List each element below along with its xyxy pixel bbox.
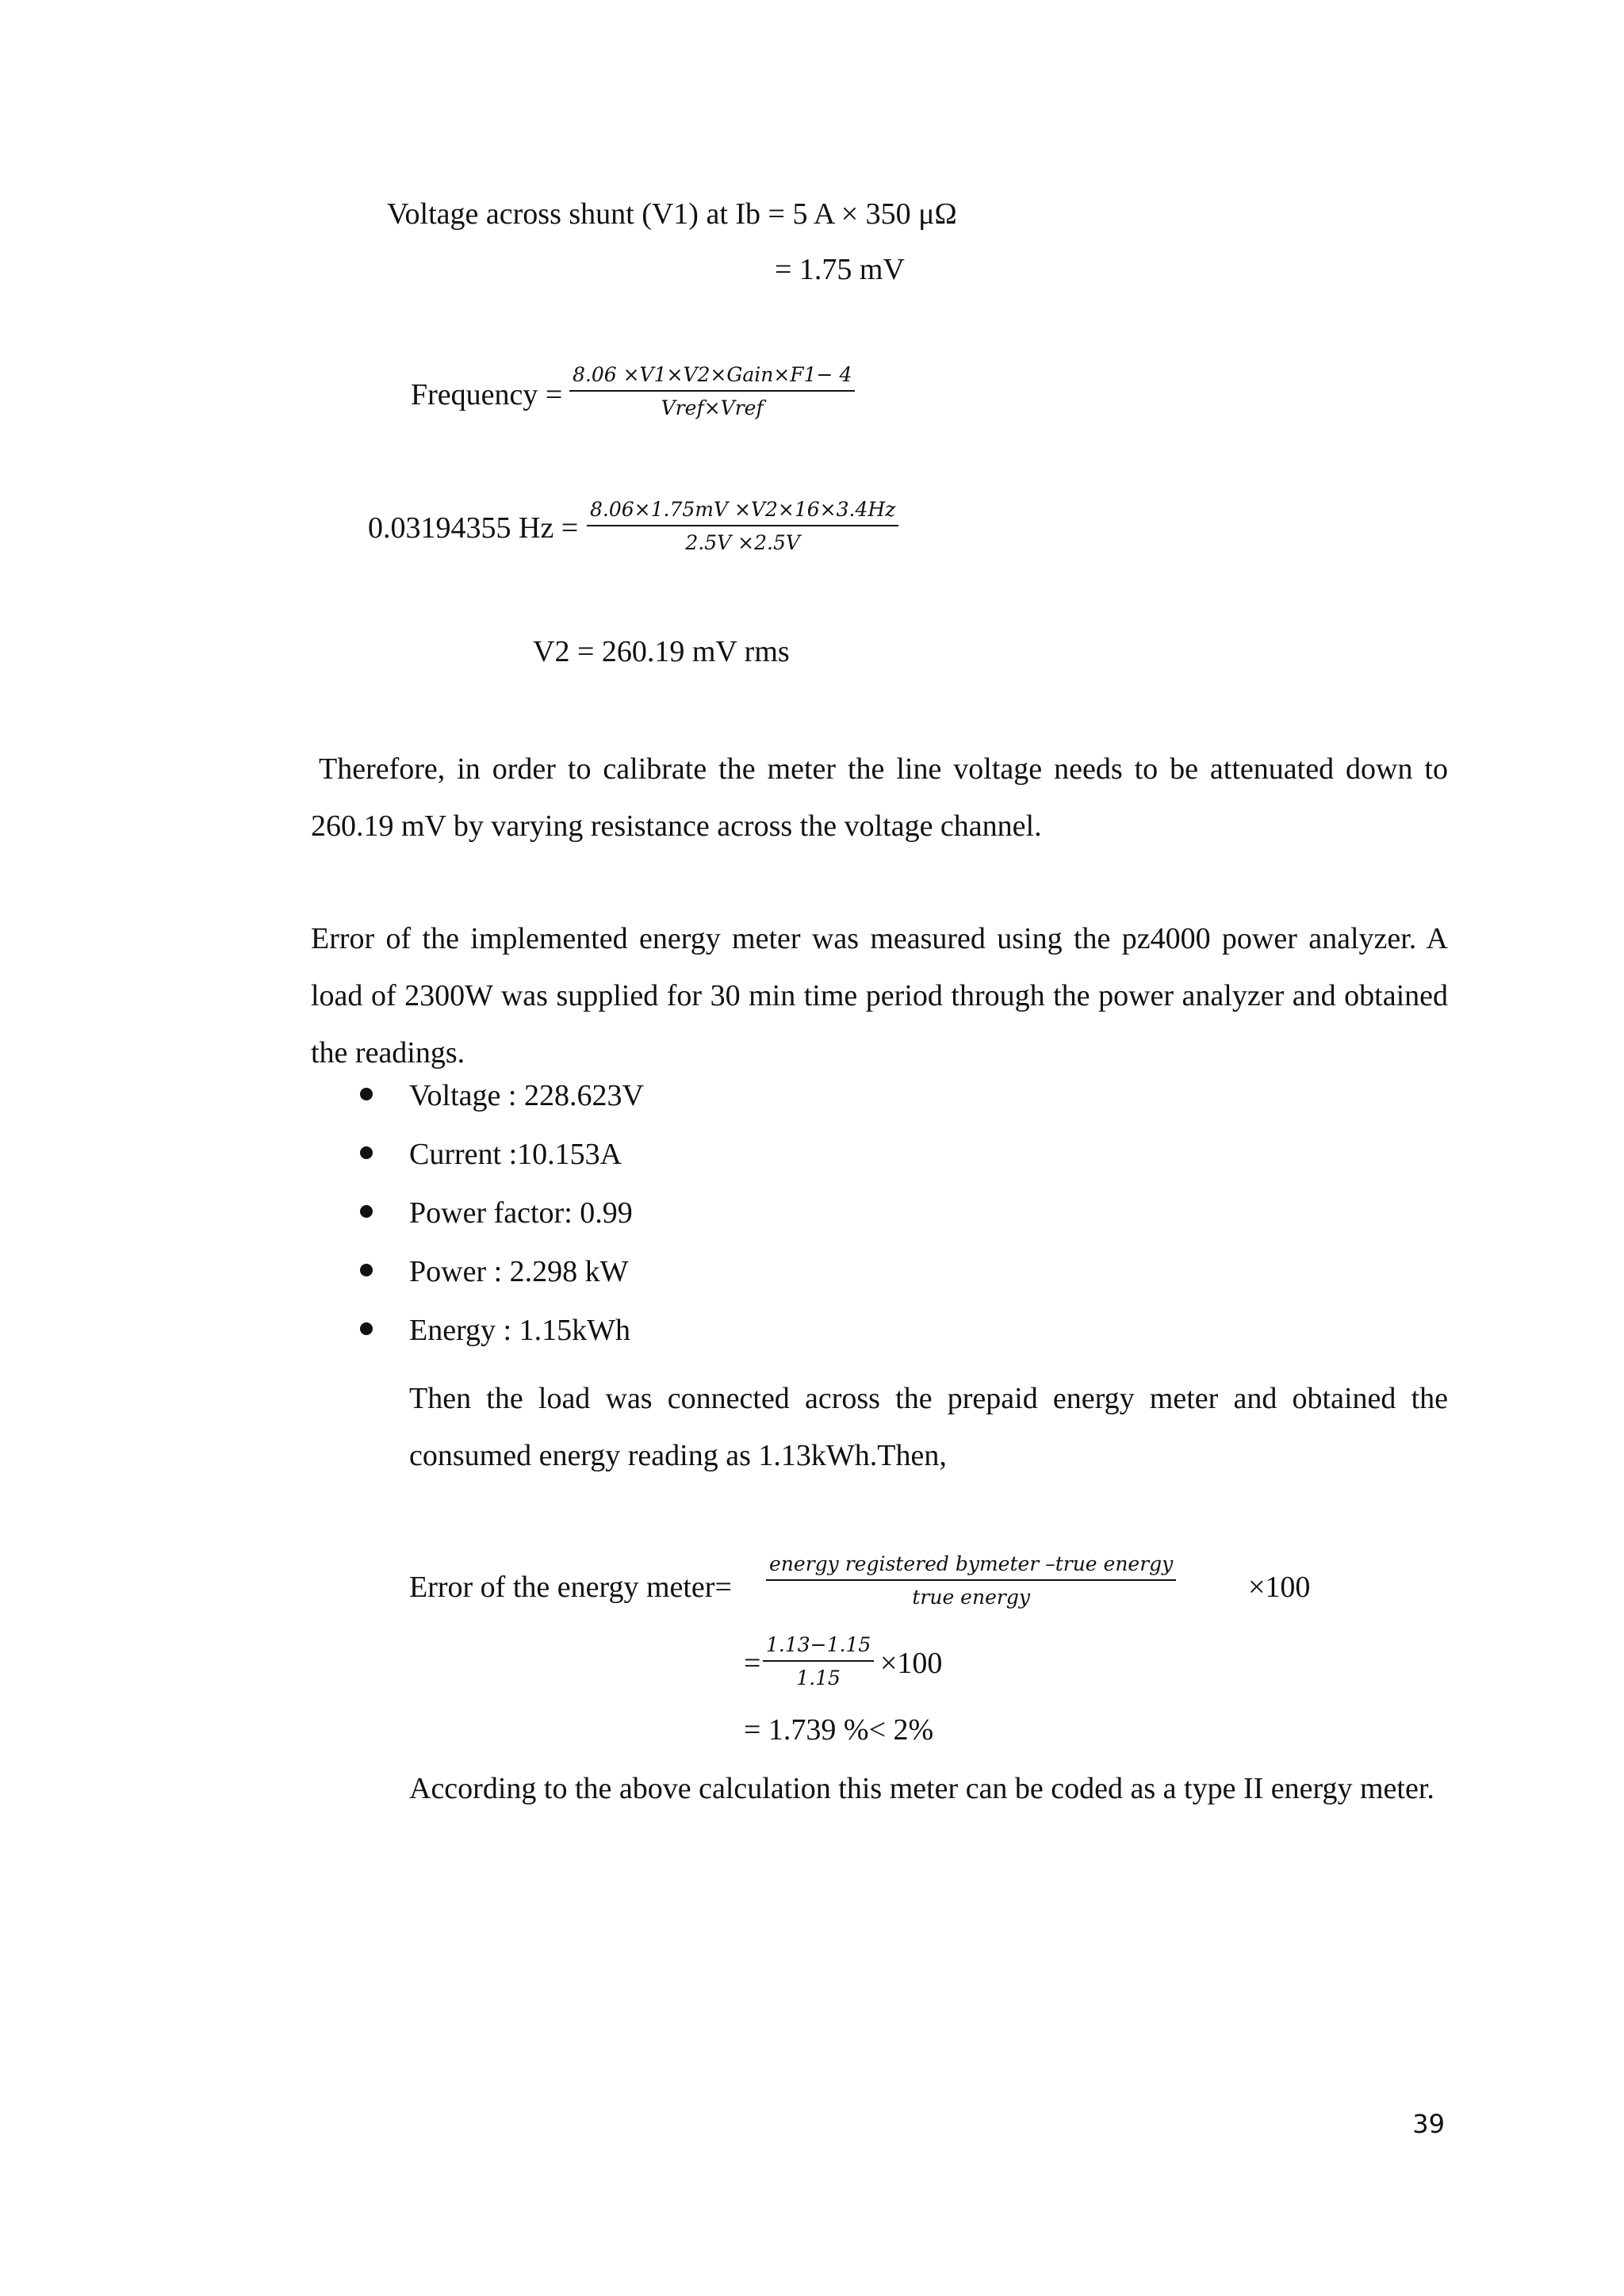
- bullet-icon: [360, 1205, 373, 1218]
- frequency-calc-fraction: [587, 498, 898, 555]
- shunt-voltage-result: = 1.75 mV: [775, 253, 905, 286]
- v2-result: V2 = 260.19 mV rms: [533, 635, 790, 668]
- frequency-numerator: 8.06 ×V1×V2×Gain×F1− 4: [569, 363, 855, 392]
- error-formula-label: Error of the energy meter=: [409, 1571, 732, 1604]
- list-item: Power factor: 0.99: [311, 1196, 644, 1254]
- conclusion-text: According to the above calculation this meter can be coded as a type II energy meter.: [409, 1772, 1434, 1805]
- page-number: 39: [1412, 2109, 1445, 2139]
- conclusion-paragraph: [409, 1760, 1448, 1817]
- error-formula-fraction: [766, 1552, 1176, 1609]
- prepaid-paragraph: [409, 1370, 1448, 1484]
- frequency-fraction: [569, 363, 855, 420]
- error-formula-numerator: energy registered bymeter –true energy: [766, 1552, 1176, 1581]
- readings-list: [311, 1078, 644, 1372]
- shunt-voltage-line: Voltage across shunt (V1) at Ib = 5 A × 350 μΩ: [387, 197, 957, 231]
- frequency-label: Frequency =: [411, 378, 563, 411]
- bullet-icon: [360, 1146, 373, 1159]
- error-calc-denominator: 1.15: [796, 1667, 841, 1689]
- error-measurement-text: Error of the implemented energy meter was measured using the pz4000 power analyzer. A load of 2300W was supplied for 30 min time period through the power analyzer and obtained the readings.: [311, 922, 1448, 1070]
- bullet-icon: [360, 1322, 373, 1335]
- bullet-icon: [360, 1088, 373, 1100]
- frequency-calc-denominator: 2.5V ×2.5V: [685, 531, 800, 554]
- list-item: Current :10.153A: [311, 1137, 644, 1196]
- error-result: = 1.739 %< 2%: [744, 1713, 934, 1747]
- calibration-paragraph: [311, 740, 1448, 855]
- error-calc-fraction: [763, 1633, 874, 1690]
- error-calc-numerator: 1.13−1.15: [763, 1633, 874, 1662]
- error-calc-equals: =: [744, 1647, 761, 1680]
- list-item: Energy : 1.15kWh: [311, 1313, 644, 1372]
- frequency-calc-label: 0.03194355 Hz =: [368, 511, 579, 545]
- error-formula-multiplier: ×100: [1248, 1571, 1311, 1604]
- list-item: Voltage : 228.623V: [311, 1078, 644, 1137]
- frequency-denominator: Vref×Vref: [661, 396, 764, 419]
- error-measurement-paragraph: [311, 910, 1448, 1081]
- prepaid-text: Then the load was connected across the prepaid energy meter and obtained the consumed energy reading as 1.13kWh.Then,: [409, 1382, 1448, 1472]
- frequency-calc-numerator: 8.06×1.75mV ×V2×16×3.4Hz: [587, 498, 898, 526]
- error-formula-denominator: true energy: [912, 1586, 1030, 1609]
- error-calc-multiplier: ×100: [880, 1647, 943, 1680]
- bullet-icon: [360, 1264, 373, 1276]
- list-item: Power : 2.298 kW: [311, 1254, 644, 1313]
- calibration-text: Therefore, in order to calibrate the meter the line voltage needs to be attenuated down to 260.19 mV by varying resistance across the voltage channel.: [311, 752, 1448, 843]
